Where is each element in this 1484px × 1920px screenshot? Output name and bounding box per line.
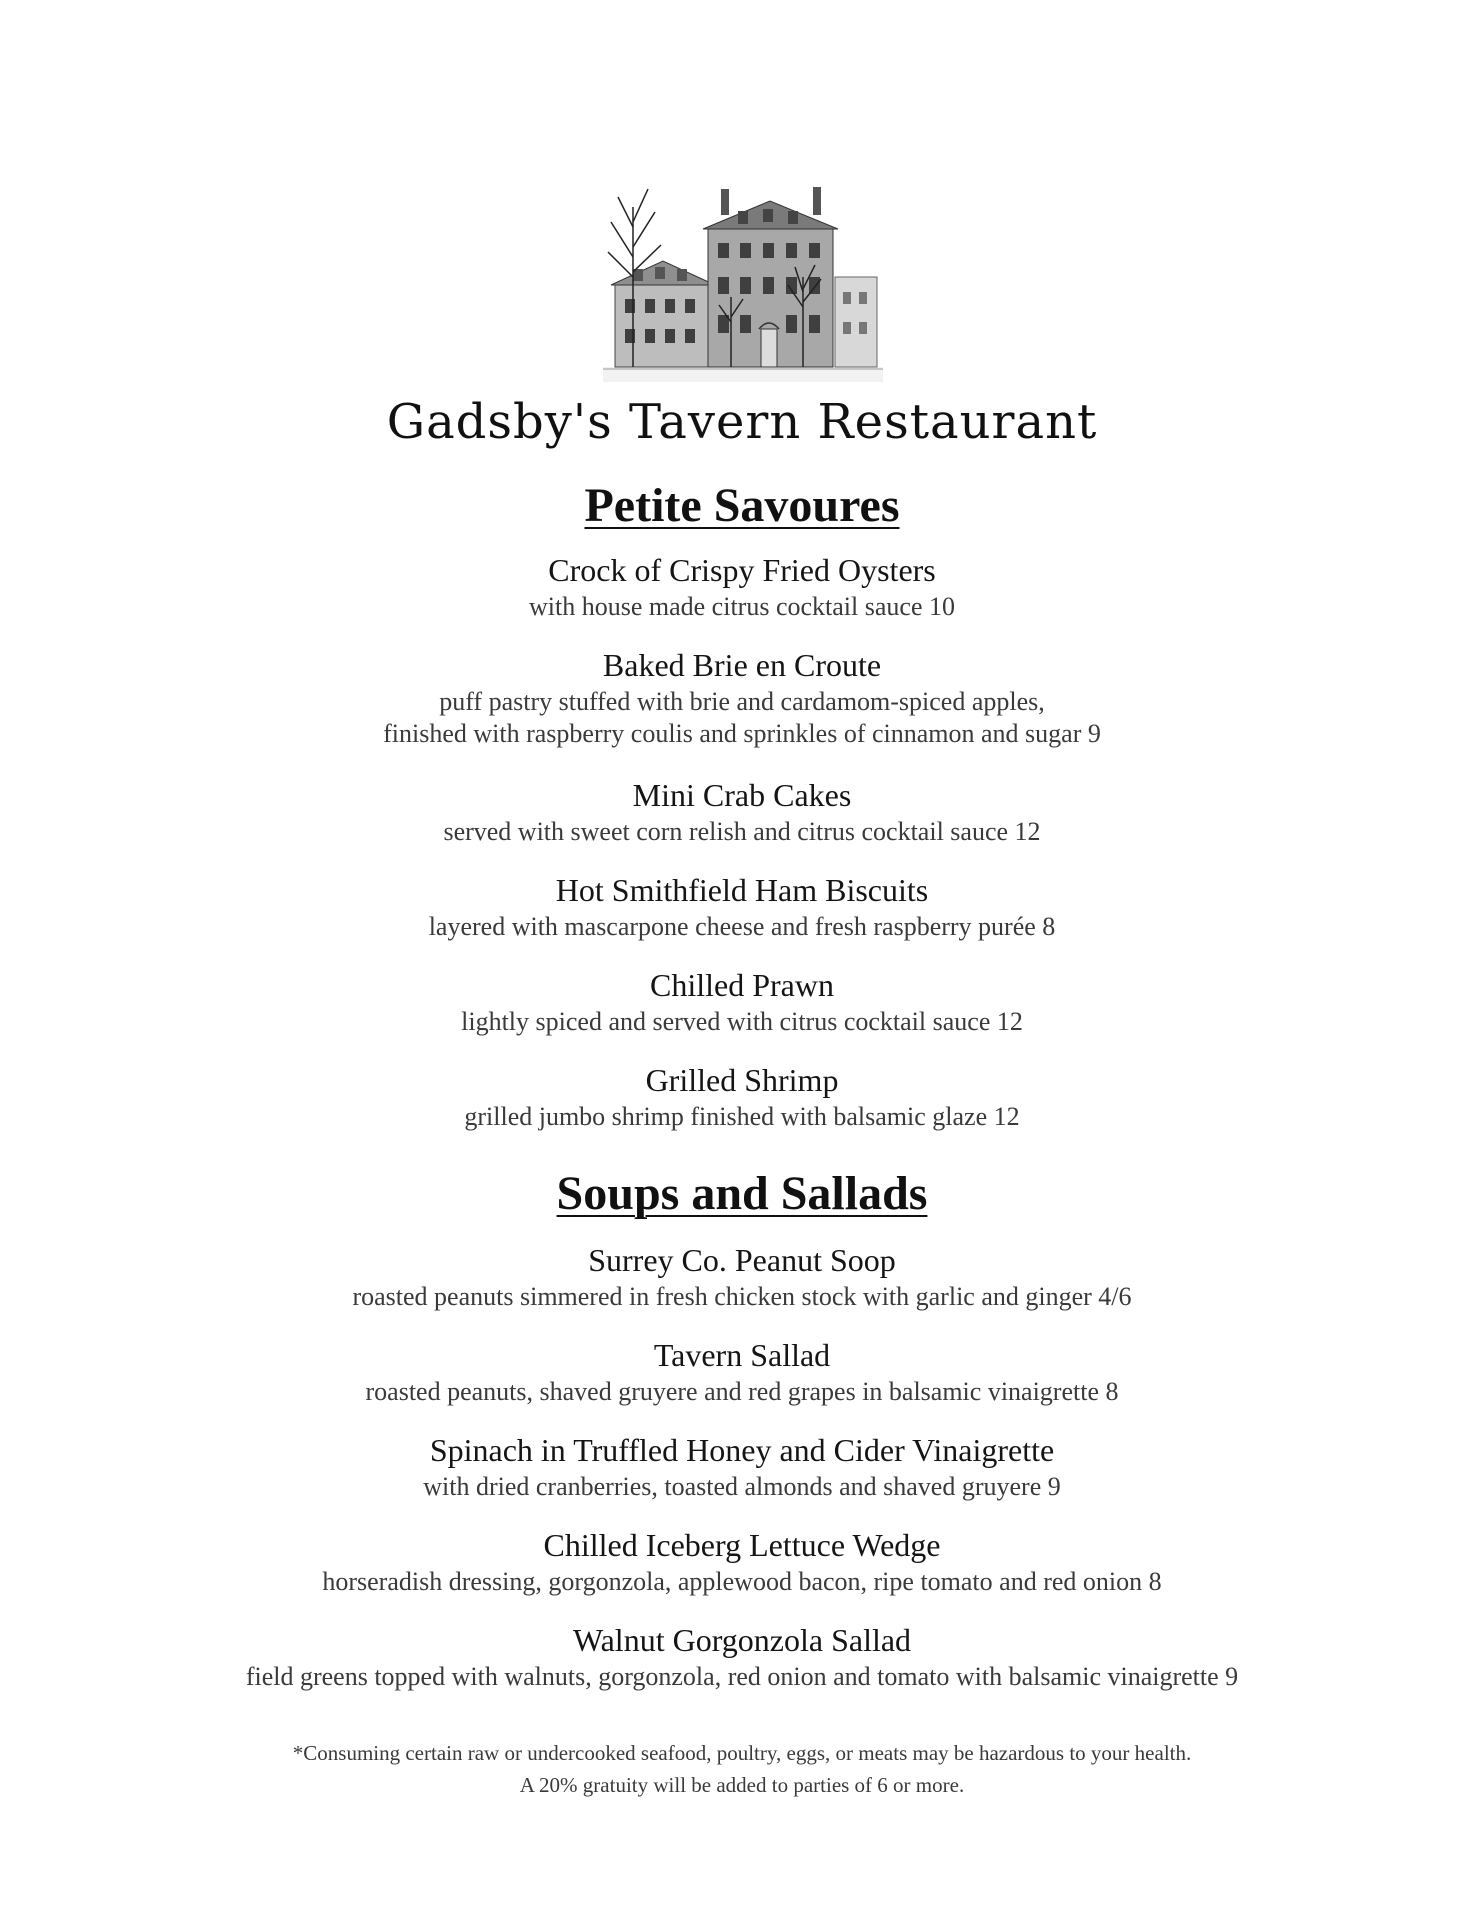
menu-item-name: Chilled Prawn — [650, 967, 834, 1003]
menu-item — [0, 777, 1484, 848]
menu-item — [0, 1337, 1484, 1408]
menu-item-description: grilled jumbo shrimp finished with balsamic glaze 12 — [464, 1102, 1020, 1131]
menu-item — [0, 1527, 1484, 1598]
menu-item-description: served with sweet corn relish and citrus cocktail sauce 12 — [443, 817, 1041, 846]
menu-item-name: Chilled Iceberg Lettuce Wedge — [543, 1527, 941, 1563]
menu-item-description: finished with raspberry coulis and sprinkles of cinnamon and sugar 9 — [383, 719, 1101, 748]
menu-item-description: lightly spiced and served with citrus cocktail sauce 12 — [461, 1007, 1023, 1036]
section-title-soups-and-sallads: Soups and Sallads — [556, 1167, 928, 1220]
menu-item-description: layered with mascarpone cheese and fresh raspberry purée 8 — [428, 912, 1056, 941]
menu-item-description: roasted peanuts simmered in fresh chicken stock with garlic and ginger 4/6 — [352, 1282, 1132, 1311]
menu-item — [0, 1622, 1484, 1693]
restaurant-name: Gadsby's Tavern Restaurant — [386, 394, 1098, 450]
menu-item-description: horseradish dressing, gorgonzola, applewood bacon, ripe tomato and red onion 8 — [322, 1567, 1162, 1596]
menu-item-description: with house made citrus cocktail sauce 10 — [529, 592, 955, 621]
menu-item — [0, 1242, 1484, 1313]
menu-item — [0, 1062, 1484, 1133]
menu-item-name: Surrey Co. Peanut Soop — [588, 1242, 896, 1278]
gratuity-note: A 20% gratuity will be added to parties of 6 or more. — [519, 1773, 965, 1797]
menu-item-name: Mini Crab Cakes — [632, 777, 852, 813]
menu-item-description: with dried cranberries, toasted almonds and shaved gruyere 9 — [423, 1472, 1061, 1501]
menu-item-name: Tavern Sallad — [653, 1337, 831, 1373]
menu-item — [0, 1432, 1484, 1503]
menu-item — [0, 872, 1484, 943]
menu-footer — [0, 1737, 1484, 1801]
menu-item-name: Baked Brie en Croute — [602, 647, 882, 683]
health-advisory-note: *Consuming certain raw or undercooked seafood, poultry, eggs, or meats may be hazardous to your health. — [292, 1741, 1192, 1765]
menu-item-name: Crock of Crispy Fried Oysters — [548, 552, 936, 588]
tavern-building-illustration — [603, 167, 883, 382]
menu-item-description: roasted peanuts, shaved gruyere and red grapes in balsamic vinaigrette 8 — [365, 1377, 1119, 1406]
menu-item — [0, 647, 1484, 750]
menu-item-name: Walnut Gorgonzola Sallad — [572, 1622, 912, 1658]
menu-item — [0, 967, 1484, 1038]
menu-item-description: field greens topped with walnuts, gorgonzola, red onion and tomato with balsamic vinaigrette 9 — [245, 1662, 1239, 1691]
menu-item-description: puff pastry stuffed with brie and cardamom-spiced apples, — [439, 687, 1045, 716]
menu-item — [0, 552, 1484, 623]
menu-item-name: Spinach in Truffled Honey and Cider Vinaigrette — [429, 1432, 1055, 1468]
menu-item-name: Hot Smithfield Ham Biscuits — [555, 872, 929, 908]
section-title-petite-savoures: Petite Savoures — [584, 479, 900, 532]
menu-item-name: Grilled Shrimp — [645, 1062, 839, 1098]
